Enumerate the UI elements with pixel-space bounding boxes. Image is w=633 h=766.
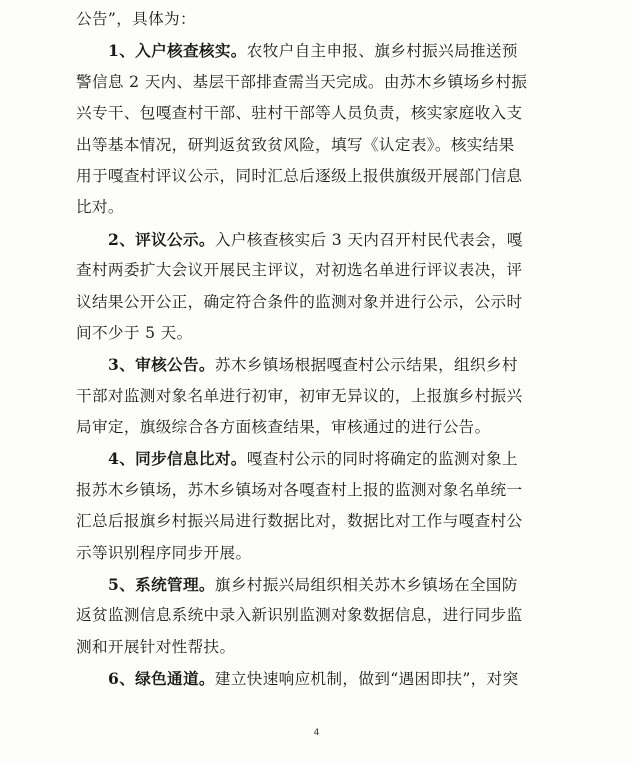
body-text: 旗乡村振兴局组织相关苏木乡镇场在全国防 [214,576,518,595]
body-text: 议结果公开公正，确定符合条件的监测对象并进行公示，公示时 [76,292,523,311]
text-line [76,443,558,474]
body-text: 报苏木乡镇场，苏木乡镇场对各嘎查村上报的监测对象名单统一 [76,480,523,499]
text-line [76,569,558,600]
section-heading: 4、同步信息比对。 [108,449,247,469]
body-text: 干部对监测对象名单进行初审，初审无异议的，上报旗乡村振兴 [76,386,523,405]
text-line [76,35,558,66]
text-line [76,98,558,129]
text-line [76,224,558,255]
body-text: 出等基本情况，研判返贫致贫风险，填写《认定表》。核实结果 [76,135,515,154]
text-line [76,67,558,98]
body-text: 用于嘎查村评议公示，同时汇总后逐级上报供旗级开展部门信息 [76,166,523,185]
text-line [76,475,558,506]
body-text: 建立快速响应机制，做到“遇困即扶”，对突 [214,670,519,689]
body-text: 汇总后报旗乡村振兴局进行数据比对，数据比对工作与嘎查村公 [76,512,523,531]
document-body [76,4,558,695]
body-text: 入户核查核实后 3 天内召开村民代表会，嘎 [214,230,523,249]
text-line [76,538,558,569]
section-heading: 5、系统管理。 [108,575,215,595]
body-text: 示等识别程序同步开展。 [76,543,252,562]
text-line [76,412,558,443]
section-heading: 3、审核公告。 [108,355,215,375]
body-text: 兴专干、包嘎查村干部、驻村干部等人员负责，核实家庭收入支 [76,104,523,123]
text-line [76,381,558,412]
text-line [76,4,558,35]
section-heading: 6、绿色通道。 [108,669,215,689]
body-text: 测和开展针对性帮扶。 [76,637,236,656]
body-text: 间不少于 5 天。 [76,323,193,342]
body-text: 苏木乡镇场根据嘎查村公示结果，组织乡村 [214,356,518,375]
text-line [76,349,558,380]
text-line [76,255,558,286]
body-text: 查村两委扩大会议开展民主评议，对初选名单进行评议表决，评 [76,261,523,280]
body-text: 局审定，旗级综合各方面核查结果，审核通过的进行公告。 [76,418,491,437]
body-text: 返贫监测信息系统中录入新识别监测对象数据信息，进行同步监 [76,606,523,625]
text-line [76,287,558,318]
body-text: 警信息 2 天内、基层干部排查需当天完成。由苏木乡镇场乡村振 [76,72,528,91]
text-line [76,161,558,192]
section-heading: 2、评议公示。 [108,229,215,249]
page-number: 4 [313,728,320,738]
text-line [76,192,558,223]
section-heading: 1、入户核查核实。 [108,41,247,61]
body-text: 嘎查村公示的同时将确定的监测对象上 [246,450,518,469]
text-line [76,506,558,537]
body-text: 农牧户自主申报、旗乡村振兴局推送预 [246,42,518,61]
text-line [76,130,558,161]
text-line [76,663,558,694]
body-text: 公告”，具体为： [76,10,196,28]
text-line [76,632,558,663]
body-text: 比对。 [76,198,124,217]
text-line [76,600,558,631]
text-line [76,318,558,349]
